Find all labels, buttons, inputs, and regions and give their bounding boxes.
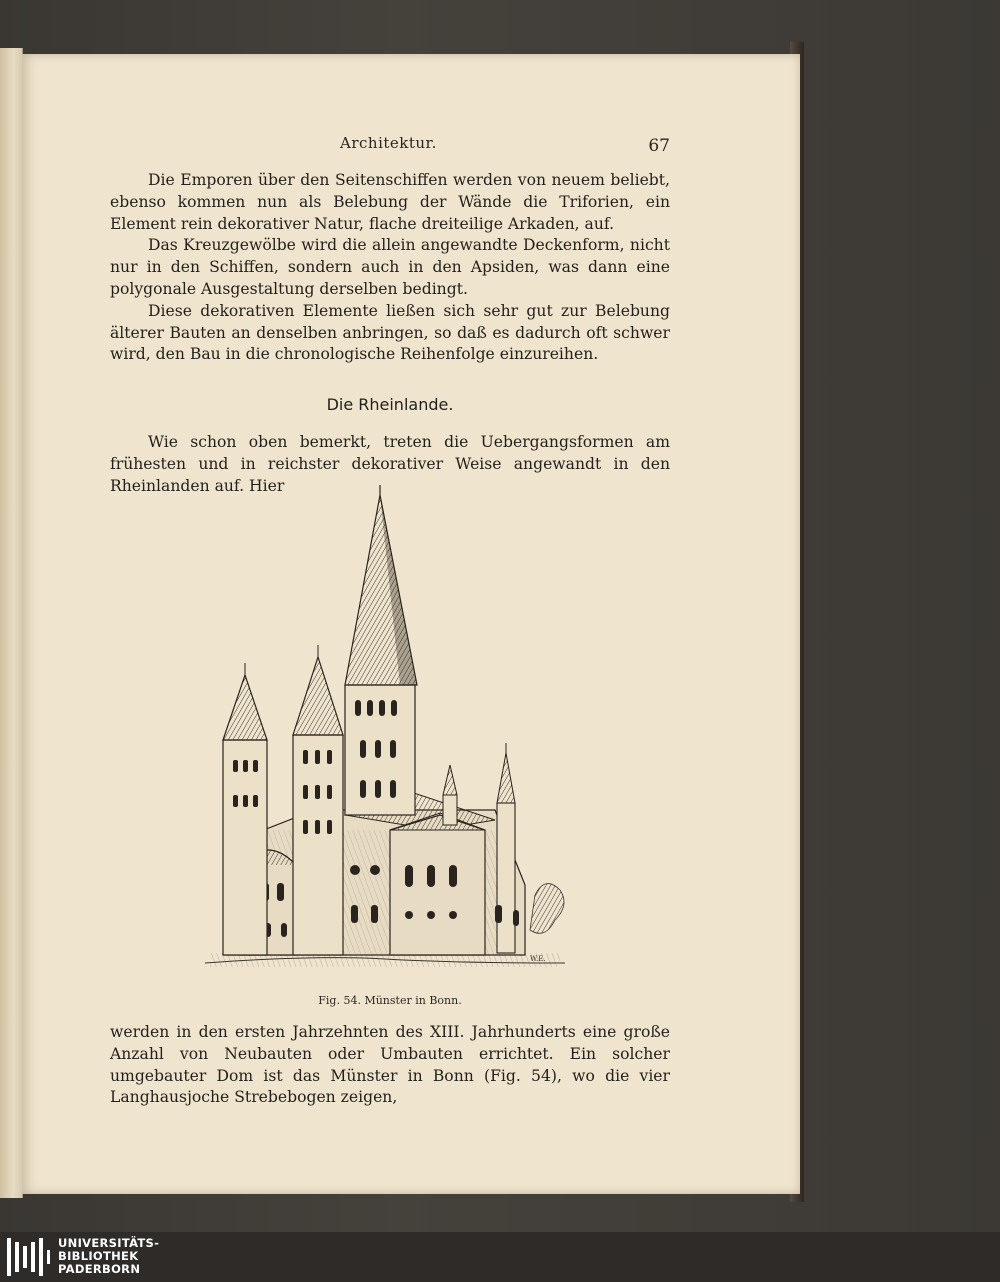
paragraph-rheinlande: Wie schon oben bemerkt, treten die Uebergangsformen am frühesten und in reichster dekorativer Weise angewandt in den Rheinlanden auf. Hier (110, 433, 670, 495)
library-logo-icon (5, 1236, 51, 1278)
library-name-line3: PADERBORN (58, 1262, 141, 1276)
section-heading: Die Rheinlande. (326, 395, 454, 414)
text-block-top (110, 170, 670, 366)
library-name-line1: UNIVERSITÄTS- (58, 1236, 160, 1250)
figure-muenster-bonn (195, 485, 575, 985)
paragraph-emporen: Die Emporen über den Seitenschiffen werden von neuem beliebt, ebenso kommen nun als Belebung der Wände die Triforien, ein Element rein dekorativer Natur, flache dreiteilige Arkaden, auf. (110, 171, 670, 233)
cathedral-engraving (195, 485, 575, 985)
library-name-line2: BIBLIOTHEK (58, 1249, 139, 1263)
running-title: Architektur. (340, 134, 437, 152)
figure-caption: Fig. 54. Münster in Bonn. (318, 994, 462, 1007)
paragraph-kreuzgewoelbe: Das Kreuzgewölbe wird die allein angewandte Deckenform, nicht nur in den Schiffen, sondern auch in den Apsiden, was dann eine polygonale Ausgestaltung derselben bedingt. (110, 236, 670, 298)
text-block-bottom (110, 1022, 670, 1109)
paragraph-dekorative-elemente: Diese dekorativen Elemente ließen sich sehr gut zur Belebung älterer Bauten an denselben anbringen, so daß es dadurch oft schwer wird, den Bau in die chronologische Reihenfolge einzureihen. (110, 301, 670, 364)
book-spine (0, 48, 23, 1198)
library-footer (0, 1232, 1000, 1282)
page-header (340, 134, 670, 158)
library-name (58, 1237, 159, 1276)
paragraph-neubauten: werden in den ersten Jahrzehnten des XIII. Jahrhunderts eine große Anzahl von Neubauten oder Umbauten errichtet. Ein solcher umgebauter Dom ist das Münster in Bonn (Fig. 54), wo die vier Langhausjoche Strebebogen zeigen, (110, 1023, 670, 1107)
page-number: 67 (648, 136, 670, 156)
engraver-signature: W.E. (530, 955, 546, 963)
